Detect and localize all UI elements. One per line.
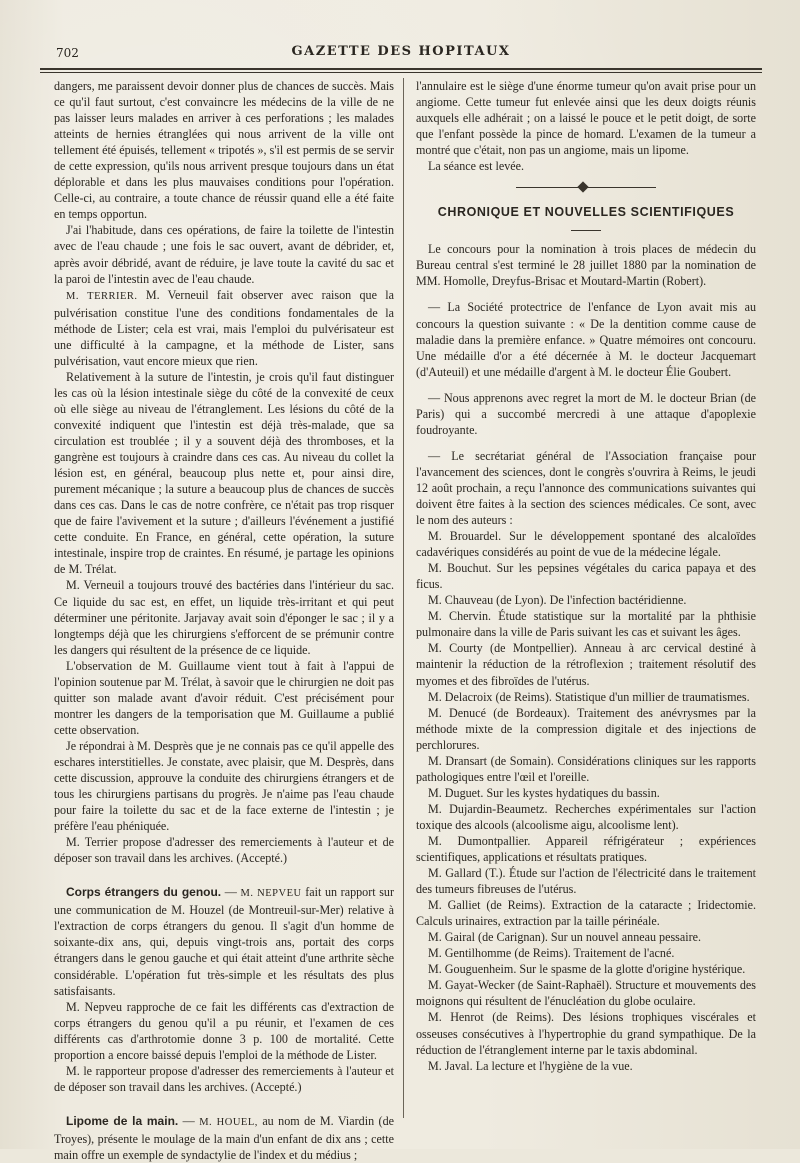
paragraph: l'annulaire est le siège d'une énorme tumeur qu'on avait prise pour un angiome. Cette tumeur fut enlevée ainsi que les deux doigts réunis auxquels elle adhérait ; on a laissé le pouce et le petit doigt, de sorte que l'enfant possède la pince de homard. L'examen de la tumeur a montré que c'était, non pas un angiome, mais un lipome.	[416, 79, 756, 158]
paragraph: J'ai l'habitude, dans ces opérations, de faire la toilette de l'intestin avec de l'eau chaude ; une fois le sac ouvert, avant de débrider, et, après avoir débridé, avant de réduire, je lave toute la cavité du sac et la paroi de l'intestin avec de l'eau chaude.	[54, 223, 394, 286]
right-column	[416, 78, 756, 1074]
left-column	[54, 78, 394, 1163]
communication-item: M. Galliet (de Reims). Extraction de la cataracte ; Iridectomie. Calculs urinaires, extraction par la taille périnéale.	[416, 898, 756, 929]
section-heading: Lipome de la main.	[66, 1113, 179, 1128]
section-title: CHRONIQUE ET NOUVELLES SCIENTIFIQUES	[437, 205, 735, 220]
communication-item: M. Courty (de Montpellier). Anneau à arc cervical destiné à maintenir la réduction de la rétroflexion ; traitement résolutif des myomes et des fibroïdes de l'utérus.	[416, 641, 756, 688]
paragraph-text: fait un rapport sur une communication de M. Houzel (de Montreuil-sur-Mer) relative à l'extraction de corps étrangers du genou. Il s'agit d'un homme de soixante-dix ans, qui, depuis vingt-trois ans, portait des corps étrangers dans le genou gauche et qui était atteint d'une arthrite sèche considérable. L'opération fut très-simple et les résultats des plus satisfaisants.	[54, 885, 395, 998]
news-item: — Le secrétariat général de l'Association française pour l'avancement des sciences, dont le congrès s'ouvrira à Reims, le jeudi 12 août prochain, a reçu l'annonce des communications suivantes qui doivent être faites à la section des sciences médicales. Ce sont, avec le nom des auteurs :	[416, 448, 756, 528]
communication-item: M. Bouchut. Sur les pepsines végétales du carica papaya et des ficus.	[416, 561, 756, 592]
communication-item: M. Dransart (de Somain). Considérations cliniques sur les rapports pathologiques entre l'œil et l'oreille.	[416, 753, 756, 784]
page-number: 702	[56, 46, 79, 60]
paragraph: M. Nepveu rapproche de ce fait les différents cas d'extraction de corps étrangers du genou qu'il a pu réunir, et l'examen de ces différents cas d'arthrotomie donne 3 p. 100 de mortalité. Cette proportion a encore baissé depuis l'emploi de la méthode de Lister.	[54, 999, 394, 1062]
communication-item: M. Duguet. Sur les kystes hydatiques du bassin.	[428, 785, 660, 800]
section-corps-etrangers: Corps étrangers du genou. — M. NEPVEU fait un rapport sur une communication de M. Houzel (de Montreuil-sur-Mer) relative à l'extraction de corps étrangers du genou. Il s'agit d'un homme de soixante-dix ans, qui, depuis vingt-trois ans, portait des corps étrangers dans le genou gauche et qui était atteint d'une arthrite sèche considérable. L'opération fut très-simple et les résultats des plus satisfaisants.	[54, 885, 395, 998]
communication-item: M. Gayat-Wecker (de Saint-Raphaël). Structure et mouvements des moignons qui résultent de l'énucléation du globe oculaire.	[416, 978, 756, 1009]
news-item: — Nous apprenons avec regret la mort de M. le docteur Brian (de Paris) qui a succombé mercredi à une attaque d'apoplexie foudroyante.	[416, 390, 756, 437]
communication-item: M. Henrot (de Reims). Des lésions trophiques viscérales et osseuses consécutives à l'hypertrophie du grand sympathique. De la réduction de l'étranglement interne par le taxis abdominal.	[416, 1010, 756, 1057]
page-header	[40, 38, 762, 68]
communication-item: M. Denucé (de Bordeaux). Traitement des anévrysmes par la méthode mixte de la compression digitale et des injections de perchlorures.	[416, 705, 756, 752]
speaker-name: M. TERRIER.	[66, 290, 138, 302]
journal-title: GAZETTE DES HOPITAUX	[291, 44, 511, 59]
communication-item: M. Chauveau (de Lyon). De l'infection bactéridienne.	[428, 593, 687, 608]
paragraph	[54, 287, 394, 369]
paragraph: Je répondrai à M. Desprès que je ne connais pas ce qu'il appelle des eschares interstitielles. Je constate, avec plaisir, que M. Desprès, dans cette discussion, approuve la conduite des chirurgiens étrangers et de tous les chirurgiens partisans du progrès. Je n'aime pas l'eau chaude pour faire la toilette du sac et de la face externe de l'intestin ; je préfère l'eau phéniquée.	[54, 738, 394, 834]
speaker-name: M. NEPVEU	[240, 888, 302, 900]
communication-item: M. Gentilhomme (de Reims). Traitement de l'acné.	[428, 946, 675, 961]
header-rule	[40, 68, 762, 70]
paragraph: dangers, me paraissent devoir donner plus de chances de succès. Mais ce qu'il faut surtout, c'est convaincre les médecins de la ville de ne pas laisser leurs malades en arriver à ces perforations ; les malades atteints de hernies étranglées qui nous arrivent de la ville ont tellement été épuisés, tellement « tripotés », s'il est permis de se servir de cette expression, qu'ils nous arrivent presque toujours dans un état déplorable et dans les plus mauvaises conditions pour l'opération. Celle-ci, au contraire, a toute chance de réussir quand elle a été faite en temps opportun.	[54, 79, 394, 222]
paragraph: M. le rapporteur propose d'adresser des remerciements à l'auteur et de déposer son travail dans les archives. (Accepté.)	[54, 1063, 394, 1094]
news-item: — La Société protectrice de l'enfance de Lyon avait mis au concours la question suivante : « De la dentition comme cause de maladie dans la première enfance. » Quatre mémoires ont concouru. Une médaille d'or a été décernée à M. le docteur Jacquemart (d'Auteuil) et une médaille d'argent à M. le docteur Élie Goubert.	[416, 300, 756, 379]
communication-item: M. Brouardel. Sur le développement spontané des alcaloïdes cadavériques considérés au point de vue de la médecine légale.	[416, 529, 756, 560]
communication-item: M. Dujardin-Beaumetz. Recherches expérimentales sur l'action toxique des alcools (alcoolisme aigu, alcoolisme lent).	[416, 801, 756, 832]
paragraph-text: M. Verneuil fait observer avec raison que la pulvérisation constitue l'une des conditions fondamentales de la méthode de Lister; cela est vrai, mais l'emploi du pulvérisateur est une difficulté à la campagne, et la méthode de Lister, sans pulvérisation, vaut encore mieux que rien.	[54, 287, 394, 368]
paragraph: M. Terrier propose d'adresser des remerciements à l'auteur et de déposer son travail dans les archives. (Accepté.)	[54, 835, 394, 866]
section-lipome: Lipome de la main. — M. HOUEL, au nom de M. Viardin (de Troyes), présente le moulage de la main d'un enfant de dix ans ; cette main offre un exemple de syndactylie de l'index et du médius ;	[54, 1113, 394, 1162]
communication-item: M. Gouguenheim. Sur le spasme de la glotte d'origine hystérique.	[428, 962, 746, 977]
speaker-name: M. HOUEL,	[199, 1116, 258, 1128]
short-rule	[571, 230, 601, 231]
header-rule-thin	[40, 72, 762, 73]
communication-item: M. Gairal (de Carignan). Sur un nouvel anneau pessaire.	[428, 930, 702, 945]
paragraph: La séance est levée.	[428, 159, 525, 174]
communication-item: M. Dumontpallier. Appareil réfrigérateur ; expériences scientifiques, applications et résultats pratiques.	[416, 833, 756, 865]
section-heading: Corps étrangers du genou.	[66, 885, 222, 900]
communication-item: M. Gallard (T.). Étude sur l'action de l'électricité dans le traitement des tumeurs fibreuses de l'utérus.	[416, 866, 756, 897]
ornament-diamond-icon	[577, 182, 588, 193]
paragraph: L'observation de M. Guillaume vient tout à fait à l'appui de l'opinion soutenue par M. Trélat, à savoir que le chirurgien ne doit pas quitter son malade avant d'avoir réduit. C'est précisément pour montrer les dangers de la temporisation que M. Guillaume a publié cette observation.	[54, 658, 394, 737]
column-divider	[403, 78, 404, 1118]
news-item: Le concours pour la nomination à trois places de médecin du Bureau central s'est terminé le 28 juillet 1880 par la nomination de MM. Homolle, Dreyfus-Brisac et Moutard-Martin (Robert).	[416, 242, 756, 289]
paragraph: Relativement à la suture de l'intestin, je crois qu'il faut distinguer les cas où la lésion intestinale siège du côté de la convexité de ceux où elle siège au niveau de l'étranglement. Les lésions du côté de la convexité indiquent que l'intestin est déjà très-malade, que sa circulation est troublée ; il y a souvent déjà des thromboses, et la gangrène est toujours à craindre dans ces cas. Au niveau du collet la lésion est, en général, beaucoup plus nette et, pour ainsi dire, purement mécanique ; la suture a beaucoup plus de chances de succès dans ces cas. Dans le cas de notre confrère, ce n'était pas trop risquer que de faire l'avivement et la suture ; d'ailleurs l'événement a justifié cette conduite. En France, en général, cette opération, la suture intestinale, inspire trop de craintes. En résumé, je partage les opinions de M. Trélat.	[54, 369, 394, 577]
paragraph: M. Verneuil a toujours trouvé des bactéries dans l'intérieur du sac. Ce liquide du sac est, en effet, un liquide très-irritant et qui peut déterminer une péritonite. Jarjavay avait soin d'éponger le sac ; il y a longtemps déjà que les chirurgiens s'efforcent de se prémunir contre les dangers qui résultent de la présence de ce liquide.	[54, 578, 394, 657]
communication-item: M. Javal. La lecture et l'hygiène de la vue.	[428, 1058, 633, 1073]
communication-item: M. Chervin. Étude statistique sur la mortalité par la phthisie pulmonaire dans la ville de Paris suivant les cas et suivant les âges.	[416, 609, 756, 640]
communication-item: M. Delacroix (de Reims). Statistique d'un millier de traumatismes.	[428, 689, 750, 704]
paragraph-text: au nom de M. Viardin (de Troyes), présente le moulage de la main d'un enfant de dix ans ; cette main offre un exemple de syndactylie de l'index et du médius ;	[54, 1113, 394, 1162]
ornamental-rule	[416, 182, 756, 192]
